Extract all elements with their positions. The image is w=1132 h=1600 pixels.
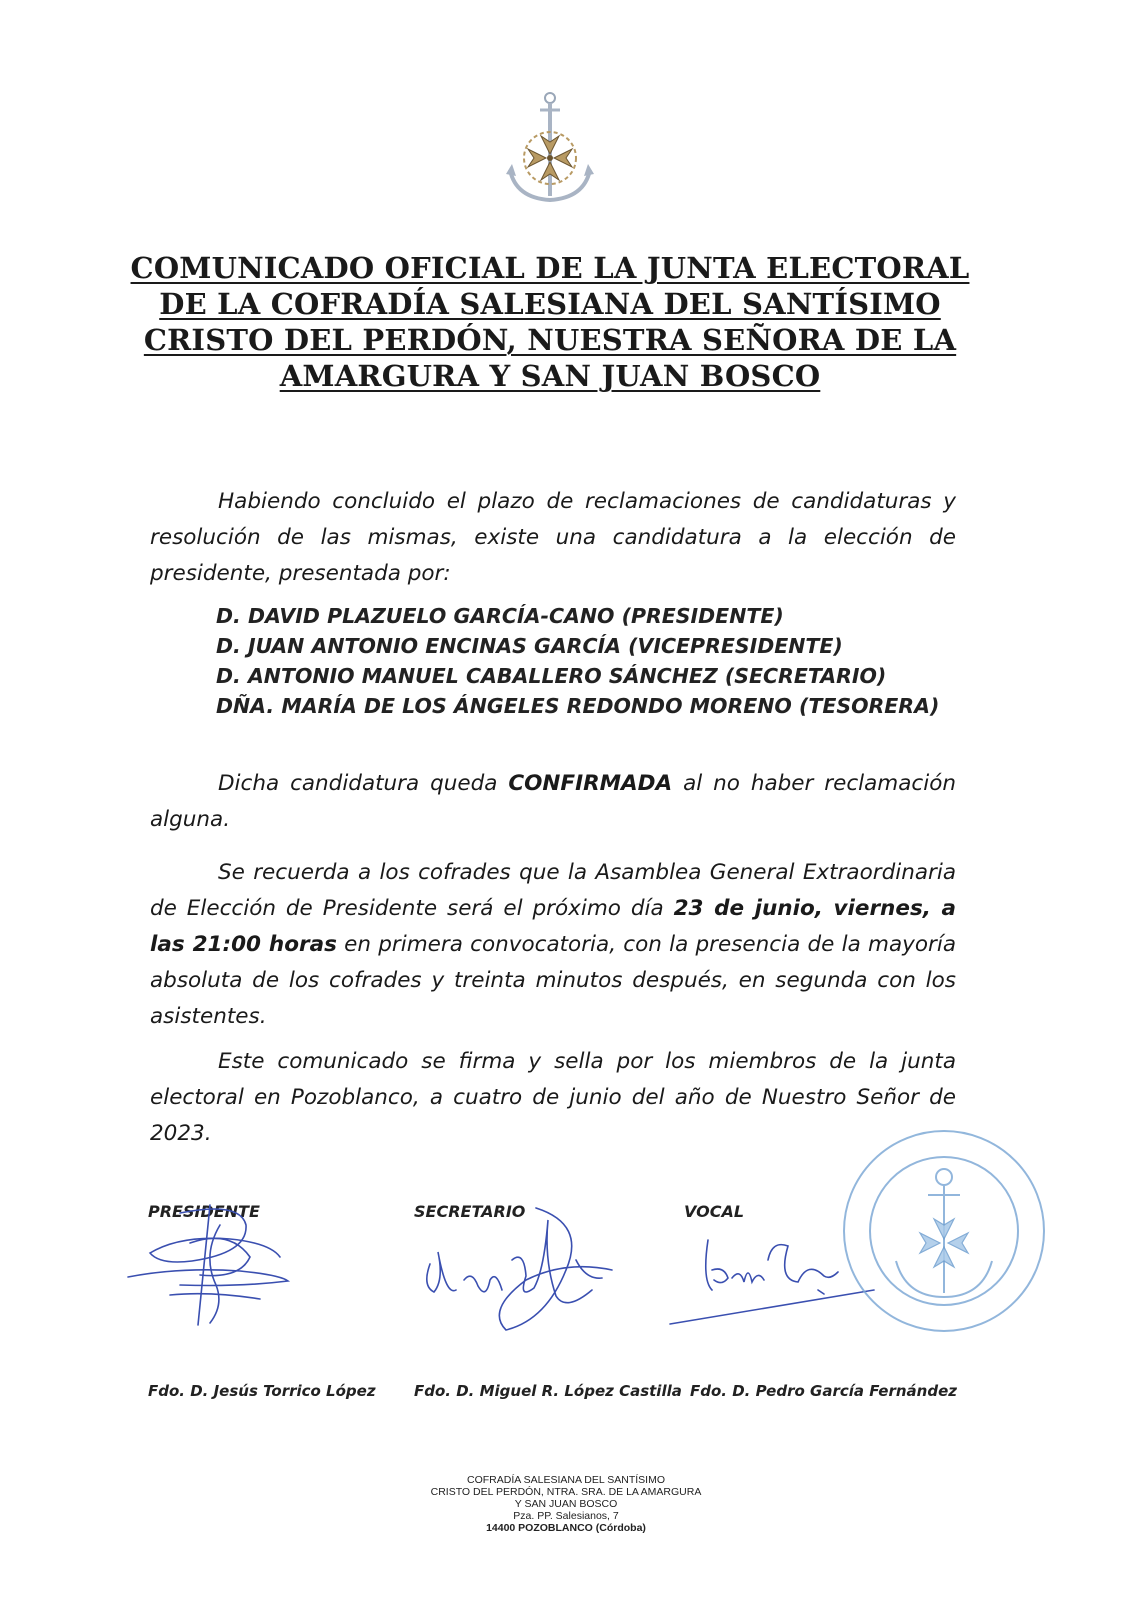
candidate-list — [216, 601, 939, 721]
president-signature-icon — [120, 1195, 310, 1335]
candidate-item: D. DAVID PLAZUELO GARCÍA-CANO (PRESIDENTE) — [216, 604, 784, 628]
candidate-item: D. ANTONIO MANUEL CABALLERO SÁNCHEZ (SECRETARIO) — [216, 664, 887, 688]
candidate-item: DÑA. MARÍA DE LOS ÁNGELES REDONDO MORENO (TESORERA) — [216, 694, 940, 718]
signatory-name-vocal: Fdo. D. Pedro García Fernández — [690, 1382, 957, 1400]
signatory-name-secretary: Fdo. D. Miguel R. López Castilla — [414, 1382, 682, 1400]
reminder-text-2: en primera convocatoria, con la presencia de la mayoría absoluta de los cofrades y treinta minutos después, en segunda con los asistentes. — [150, 932, 956, 1029]
candidate-item: D. JUAN ANTONIO ENCINAS GARCÍA (VICEPRESIDENTE) — [216, 634, 843, 658]
closing-paragraph: Este comunicado se firma y sella por los miembros de la junta electoral en Pozoblanco, a cuatro de junio del año de Nuestro Señor de 2023. — [150, 1049, 956, 1146]
footer-line: Y SAN JUAN BOSCO — [514, 1498, 618, 1510]
document-title — [120, 250, 980, 394]
anchor-cross-emblem-icon — [502, 88, 598, 210]
reminder-text-1: Se recuerda a los cofrades que la Asamblea General Extraordinaria de Elección de Presidente será el próximo día — [150, 860, 956, 921]
confirmation-status: CONFIRMADA — [508, 771, 673, 796]
title-line-1: COMUNICADO OFICIAL DE LA JUNTA ELECTORAL — [130, 251, 970, 285]
intro-paragraph: Habiendo concluido el plazo de reclamaciones de candidaturas y resolución de las mismas, existe una candidatura a la elección de presidente, presentada por: — [150, 489, 956, 586]
confirmation-paragraph — [150, 766, 956, 838]
signature-role-president: PRESIDENTE — [148, 1202, 260, 1221]
confirmation-text-after: al no haber reclamación alguna. — [150, 771, 956, 832]
signature-role-secretary: SECRETARIO — [414, 1202, 526, 1221]
footer-line: Pza. PP. Salesianos, 7 — [513, 1510, 619, 1522]
secretary-signature-icon — [416, 1200, 626, 1340]
footer-address — [366, 1474, 766, 1534]
footer-line: CRISTO DEL PERDÓN, NTRA. SRA. DE LA AMARGURA — [430, 1486, 702, 1498]
signature-role-vocal: VOCAL — [684, 1202, 745, 1221]
footer-line: 14400 POZOBLANCO (Córdoba) — [486, 1522, 646, 1534]
meeting-date-time: 23 de junio, viernes, a las 21:00 horas — [150, 896, 956, 957]
title-line-2: DE LA COFRADÍA SALESIANA DEL SANTÍSIMO — [159, 287, 941, 321]
reminder-paragraph — [150, 855, 956, 1035]
official-seal-stamp-icon — [838, 1125, 1050, 1337]
title-line-3: CRISTO DEL PERDÓN, NUESTRA SEÑORA DE LA — [143, 323, 957, 357]
footer-line: COFRADÍA SALESIANA DEL SANTÍSIMO — [467, 1474, 665, 1486]
title-line-4: AMARGURA Y SAN JUAN BOSCO — [279, 359, 821, 393]
signatory-name-president: Fdo. D. Jesús Torrico López — [148, 1382, 376, 1400]
confirmation-text-before: Dicha candidatura queda — [218, 771, 509, 796]
